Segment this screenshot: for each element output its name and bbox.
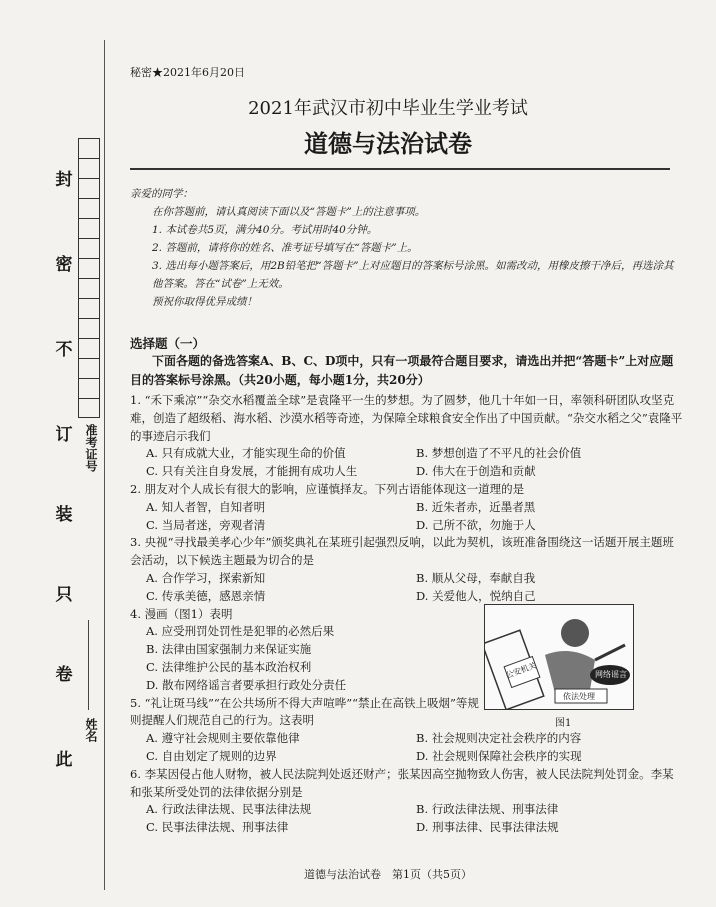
option-b: B. 梦想创造了不平凡的社会价值: [416, 446, 582, 461]
option-a: A. 遵守社会规则主要依靠他律: [146, 731, 300, 746]
section-instruction: 下面各题的备选答案A、B、C、D项中，只有一项最符合题目要求，请选出并把“答题卡”上对应题目的答案标号涂黑。（共20小题，每小题1分，共20分）: [130, 354, 674, 387]
notice-item: 3. 选出每小题答案后，用2B铅笔把“答题卡”上对应题目的答案标号涂黑。如需改动，用橡皮擦干净后，再选涂其他答案。答在“试卷”上无效。: [152, 260, 674, 290]
seal-char: 密: [55, 255, 73, 275]
option-b: B. 近朱者赤，近墨者黑: [416, 499, 536, 514]
option-c: C. 传承美德，感恩亲情: [146, 588, 266, 603]
figure-label-rumor: 网络谣言: [595, 670, 627, 679]
exam-subtitle: 道德与法治试卷: [304, 129, 472, 158]
option-b: B. 行政法律法规、刑事法律: [416, 802, 559, 817]
figure-label-handle: 依法处理: [563, 692, 595, 701]
option-a: A. 知人者智，自知者明: [146, 499, 266, 514]
exam-id-grid: [78, 138, 100, 418]
question-stem: 4. 漫画（图1）表明: [130, 606, 233, 621]
figure-label-police: 公安机关: [504, 660, 538, 681]
question-stem: 1. “禾下乘凉”“杂交水稻覆盖全球”是袁隆平一生的梦想。为了圆梦，他几十年如一日，率领科研团队攻坚克难，创造了超级稻、海水稻、沙漠水稻等奇迹，为保障全球粮食安全作出了中国贡献。“杂交水稻之父”袁隆平的事迹启示我们: [130, 393, 683, 443]
seal-column: [52, 150, 76, 800]
seal-char: 封: [55, 170, 73, 190]
notice-item: 1. 本试卷共5页，满分40分。考试用时40分钟。: [152, 224, 378, 236]
seal-char: 不: [55, 340, 73, 360]
question-2: [130, 481, 685, 534]
exam-id-label: 准考证号: [84, 424, 98, 472]
name-underline: [88, 620, 89, 710]
option-d: D. 己所不欲，勿施于人: [416, 517, 536, 532]
secret-date: 秘密★2021年6月20日: [130, 66, 245, 79]
question-stem: 6. 李某因侵占他人财物，被人民法院判处返还财产；张某因高空抛物致人伤害，被人民法院判处罚金。李某和张某所受处罚的法律依据分别是: [130, 766, 674, 799]
header-rule: [130, 168, 670, 170]
name-label: 姓名: [84, 718, 98, 742]
seal-char: 只: [55, 585, 73, 605]
option-d: D. 散布网络谣言者要承担行政处分责任: [146, 677, 347, 692]
option-a: A. 合作学习，探索新知: [146, 570, 266, 585]
question-stem: 3. 央视“寻找最美孝心少年”颁奖典礼在某班引起强烈反响，以此为契机，该班准备围绕这一话题开展主题班会活动，以下候选主题最为切合的是: [130, 535, 674, 568]
seal-char: 订: [55, 425, 73, 445]
option-d: D. 伟大在于创造和贡献: [416, 464, 536, 479]
option-d: D. 刑事法律、民事法律法规: [416, 820, 559, 835]
option-a: A. 应受刑罚处罚性是犯罪的必然后果: [146, 624, 335, 639]
seal-char: 此: [55, 750, 73, 770]
question-6: [130, 766, 685, 837]
question-stem: 5. “礼让斑马线”“在公共场所不得大声喧哗”“禁止在高铁上吸烟”等规则提醒人们规范自己的行为。这表明: [130, 695, 479, 728]
cartoon-drawing: [485, 605, 633, 709]
notice-block: [130, 185, 675, 311]
notice-item: 2. 答题前，请将你的姓名、准考证号填写在“答题卡”上。: [152, 242, 418, 254]
option-c: C. 民事法律法规、刑事法律: [146, 820, 289, 835]
option-b: B. 法律由国家强制力来保证实施: [146, 642, 312, 657]
option-d: D. 关爱他人，悦纳自己: [416, 588, 536, 603]
exam-title: 2021年武汉市初中毕业生学业考试: [248, 98, 528, 119]
seal-char: 装: [55, 505, 73, 525]
question-1: [130, 392, 685, 481]
notice-wish: 预祝你取得优异成绩！: [152, 296, 257, 308]
option-c: C. 只有关注自身发展，才能拥有成功人生: [146, 464, 358, 479]
option-a: A. 行政法律法规、民事法律法规: [146, 802, 312, 817]
page-footer: 道德与法治试卷 第1页（共5页）: [304, 868, 472, 881]
notice-greeting: 亲爱的同学：: [130, 188, 193, 200]
cartoon-figure: [484, 604, 634, 710]
option-b: B. 顺从父母，奉献自我: [416, 570, 536, 585]
question-3: [130, 534, 685, 605]
seal-char: 卷: [55, 665, 73, 685]
binding-line: [104, 40, 105, 890]
notice-intro: 在你答题前，请认真阅读下面以及“答题卡”上的注意事项。: [152, 206, 426, 218]
option-a: A. 只有成就大业，才能实现生命的价值: [146, 446, 346, 461]
option-d: D. 社会规则保障社会秩序的实现: [416, 748, 582, 763]
option-c: C. 法律维护公民的基本政治权利: [146, 659, 312, 674]
figure-caption: 图1: [555, 718, 572, 729]
question-stem: 2. 朋友对个人成长有很大的影响，应谨慎择友。下列古语能体现这一道理的是: [130, 481, 525, 496]
option-c: C. 自由划定了规则的边界: [146, 748, 277, 763]
option-c: C. 当局者迷，旁观者清: [146, 517, 266, 532]
option-b: B. 社会规则决定社会秩序的内容: [416, 731, 582, 746]
section-title: 选择题（一）: [130, 336, 206, 351]
